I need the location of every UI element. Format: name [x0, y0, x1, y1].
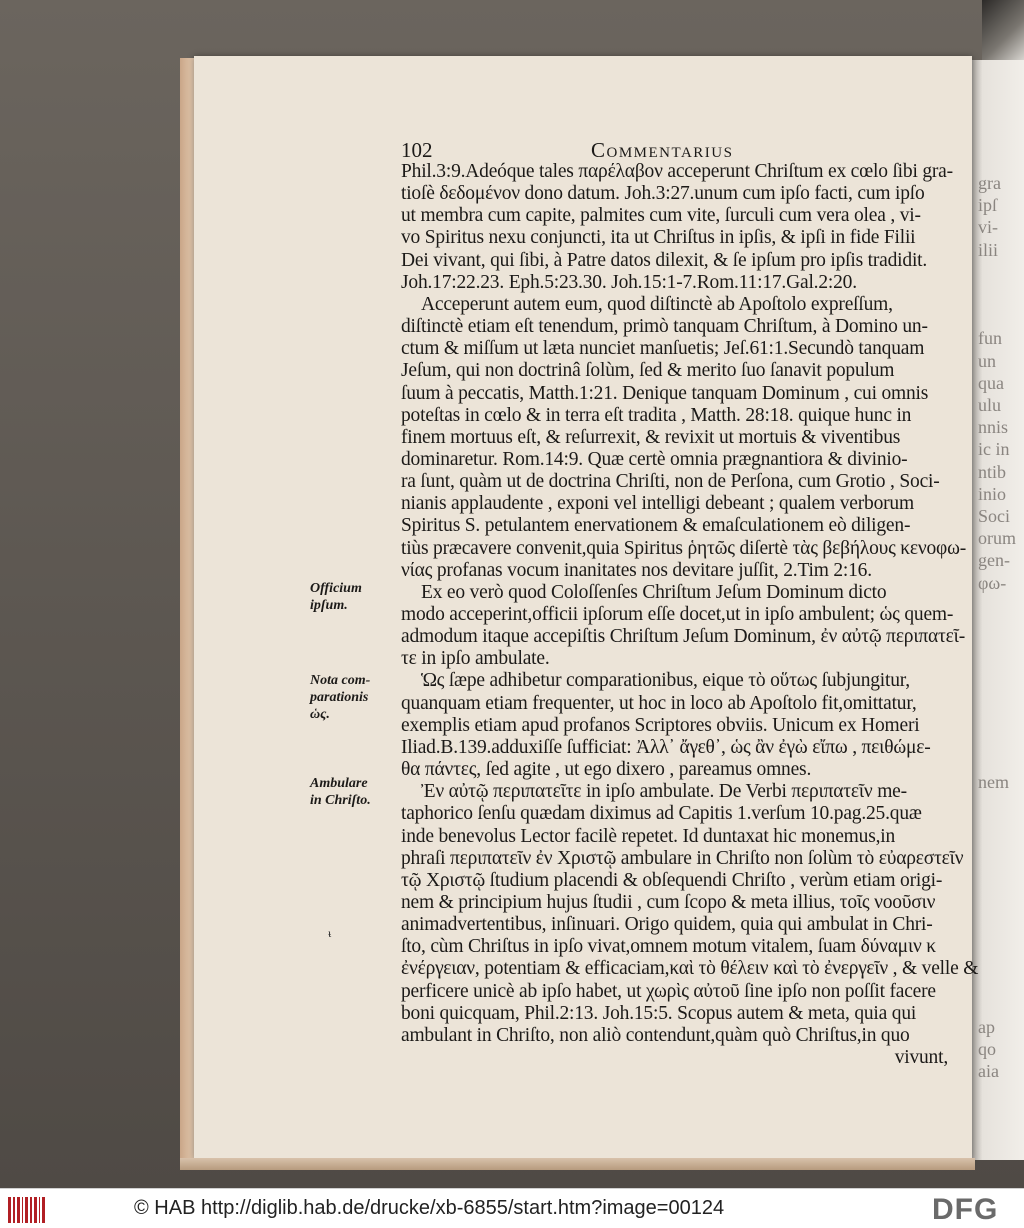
- text-line: dominaretur. Rom.14:9. Quæ certè omnia prægnantiora & divinio-: [401, 448, 908, 470]
- margin-note-line: Nota com-: [310, 673, 371, 688]
- text-line: modo acceperint,officii ipſorum eſſe docet,ut in ipſo ambulent; ὡς quem-: [401, 604, 954, 625]
- text-line: perficere unicè ab ipſo habet, ut χωρὶς αὐτοῦ ſine ipſo non poſſit facere: [401, 980, 936, 1002]
- text-line: tiùs præcavere convenit,quia Spiritus ῥητῶς diſertè τὰς βεβήλους κενοφω-: [401, 537, 967, 559]
- next-page-ghost-text: nem: [978, 772, 1009, 793]
- text-line: quanquam etiam frequenter, ut hoc in loco ab Apoſtolo fit,omittatur,: [401, 692, 917, 714]
- text-line: θα πάντες, ſed agite , ut ego dixero , pareamus omnes.: [401, 759, 812, 781]
- text-line: ſuum à peccatis, Matth.1:21. Denique tanquam Dominum , cui omnis: [401, 382, 929, 404]
- next-page-ghost-text: gra: [978, 173, 1001, 193]
- next-page-ghost-text: orum: [978, 528, 1016, 549]
- margin-note-line: in Chriſto.: [310, 793, 371, 808]
- next-page-ghost-text: un: [978, 350, 996, 371]
- next-page-ghost-text: fun: [978, 328, 1002, 349]
- text-line: ctum & miſſum ut læta nunciet manſuetis; Jeſ.61:1.Secundò tanquam: [401, 338, 925, 360]
- next-page-ghost-text: inio: [978, 483, 1007, 504]
- next-page-ghost-text: ilii: [978, 239, 999, 260]
- margin-note-nota: [310, 672, 370, 723]
- text-line: nem & principium hujus ſtudii , cum ſcopo & meta illius, τοῖς νοοῦσιν: [401, 891, 936, 913]
- footer-credit: [134, 1197, 724, 1220]
- text-line: tioſè δεδομένον dono datum. Joh.3:27.unum cum ipſo facti, cum ipſo: [401, 183, 925, 205]
- text-line: vo Spiritus nexu conjuncti, ita ut Chriſtus in ipſis, & ipſi in fide Filii: [401, 227, 916, 249]
- running-title: Commentarius: [591, 138, 734, 162]
- text-line: admodum itaque accepiſtis Chriſtum Jeſum Dominum, ἐν αὐτῷ περιπατεῖ-: [401, 626, 966, 648]
- margin-note-officium: [310, 580, 362, 614]
- margin-note-line: Ambulare: [310, 776, 368, 791]
- margin-note-line: parationis: [310, 690, 369, 705]
- text-line: poteſtas in cœlo & in terra eſt tradita , Matth. 28:18. quique hunc in: [401, 404, 912, 426]
- next-page-ghost-text: ntib: [978, 461, 1007, 482]
- ink-speck: ᵼ: [328, 926, 332, 940]
- viewer-footer: [0, 1188, 1024, 1228]
- text-line: ambulant in Chriſto, non aliò contendunt,quàm quò Chriſtus,in quo: [401, 1024, 910, 1046]
- text-line: Ex eo verò quod Coloſſenſes Chriſtum Jeſum Dominum dicto: [421, 581, 887, 603]
- source-url-link[interactable]: http://diglib.hab.de/drucke/xb-6855/start.htm?image=00124: [200, 1197, 725, 1219]
- text-line: ut membra cum capite, palmites cum vite, ſurculi cum vera olea , vi-: [401, 205, 921, 227]
- text-line: inde benevolus Lector facilè repetet. Id duntaxat hic monemus,in: [401, 825, 896, 847]
- page-number: 102: [401, 138, 433, 162]
- margin-note-ambulare: [310, 775, 371, 809]
- text-line: Spiritus S. petulantem enervationem & emaſculationem eò diligen-: [401, 515, 911, 537]
- text-line: phraſi περιπατεῖν ἐν Χριστῷ ambulare in Chriſto non ſolùm τὸ εὐαρεστεῖν: [401, 847, 964, 869]
- page-bottom-edge: [180, 1158, 975, 1170]
- next-page-edge: [972, 60, 1024, 1160]
- next-page-ghost-text: gen-: [978, 550, 1010, 571]
- text-line: Ὡς ſæpe adhibetur comparationibus, eique τὸ οὕτως ſubjungitur,: [421, 670, 910, 692]
- next-page-ghost-text: qo: [978, 1038, 996, 1059]
- text-line: Iliad.B.139.adduxiſſe ſufficiat: Ἀλλ᾽ ἄγεθ᾽, ὡς ἂν ἐγὼ εἴπω , πειθώμε-: [401, 736, 931, 758]
- text-line: ἐνέργειαν, potentiam & efficaciam,καὶ τὸ θέλειν καὶ τὸ ἐνεργεῖν , & velle &: [401, 958, 979, 980]
- next-page-ghost-text: ipſ: [978, 195, 998, 216]
- page-corner-fold: [982, 0, 1024, 60]
- text-line: ra ſunt, quàm ut de doctrina Chriſti, non de Perſona, cum Grotio , Soci-: [401, 471, 940, 493]
- text-line: diſtinctè etiam eſt tenendum, primò tanquam Chriſtum, à Domino un-: [401, 316, 928, 338]
- next-page-ghost-text: ic in: [978, 439, 1010, 460]
- next-page-ghost-text: nnis: [978, 417, 1009, 438]
- text-line: boni quicquam, Phil.2:13. Joh.15:5. Scopus autem & meta, quia qui: [401, 1002, 917, 1024]
- text-line: Joh.17:22.23. Eph.5:23.30. Joh.15:1-7.Rom.11:17.Gal.2:20.: [401, 271, 857, 293]
- next-page-ghost-text: φω-: [978, 572, 1007, 593]
- text-line: nianis applaudente , exponi vel intelligi debeant ; qualem verborum: [401, 493, 914, 515]
- margin-note-line: ipſum.: [310, 598, 348, 613]
- text-line: Jeſum, qui non doctrinâ ſolùm, ſed & merito ſuo ſanavit populum: [401, 360, 895, 382]
- text-line: Ἐν αὐτῷ περιπατεῖτε in ipſo ambulate. De Verbi περιπατεῖν me-: [421, 781, 907, 803]
- text-line: Phil.3:9.Adeóque tales παρέλαβον acceperunt Chriſtum ex cœlo ſibi gra-: [401, 161, 953, 182]
- text-line: taphorico ſenſu quædam diximus ad Capitis 1.verſum 10.pag.25.quæ: [401, 803, 922, 825]
- text-line: vivunt,: [894, 1047, 948, 1068]
- text-line: animadvertentibus, inſinuari. Origo quidem, quia qui ambulat in Chri-: [401, 914, 933, 936]
- next-page-ghost-text: Soci: [978, 506, 1011, 526]
- text-line: τε in ipſo ambulate.: [401, 648, 550, 670]
- text-line: τῷ Χριστῷ ſtudium placendi & obſequendi Chriſto , verùm etiam origi-: [401, 869, 943, 891]
- next-page-ghost-text: aia: [978, 1061, 999, 1081]
- text-line: ſto, cùm Chriſtus in ipſo vivat,omnem motum vitalem, ſuam δύναμιν κ: [401, 936, 936, 958]
- next-page-ghost-text: ulu: [978, 395, 1002, 415]
- margin-note-line: ὡς.: [310, 707, 330, 722]
- text-line: Acceperunt autem eum, quod diſtinctè ab Apoſtolo expreſſum,: [421, 293, 893, 315]
- text-line: νίας profanas vocum inanitates nos devitare juſſit, 2.Tim 2:16.: [401, 559, 872, 581]
- dfg-logo: DFG: [932, 1193, 999, 1226]
- text-line: exemplis etiam apud profanos Scriptores obviis. Unicum ex Homeri: [401, 714, 920, 736]
- margin-note-line: Officium: [310, 581, 362, 596]
- hab-barcode-logo: [8, 1197, 46, 1223]
- next-page-ghost-text: qua: [978, 372, 1004, 393]
- next-page-ghost-text: ap: [978, 1016, 995, 1037]
- next-page-ghost-text: vi-: [978, 217, 998, 238]
- copyright-text: © HAB: [134, 1197, 196, 1219]
- text-line: Dei vivant, qui ſibi, à Patre datos dilexit, & ſe ipſum pro ipſis tradidit.: [401, 249, 928, 271]
- text-line: finem mortuus eſt, & reſurrexit, & revixit ut mortuis & viventibus: [401, 426, 901, 448]
